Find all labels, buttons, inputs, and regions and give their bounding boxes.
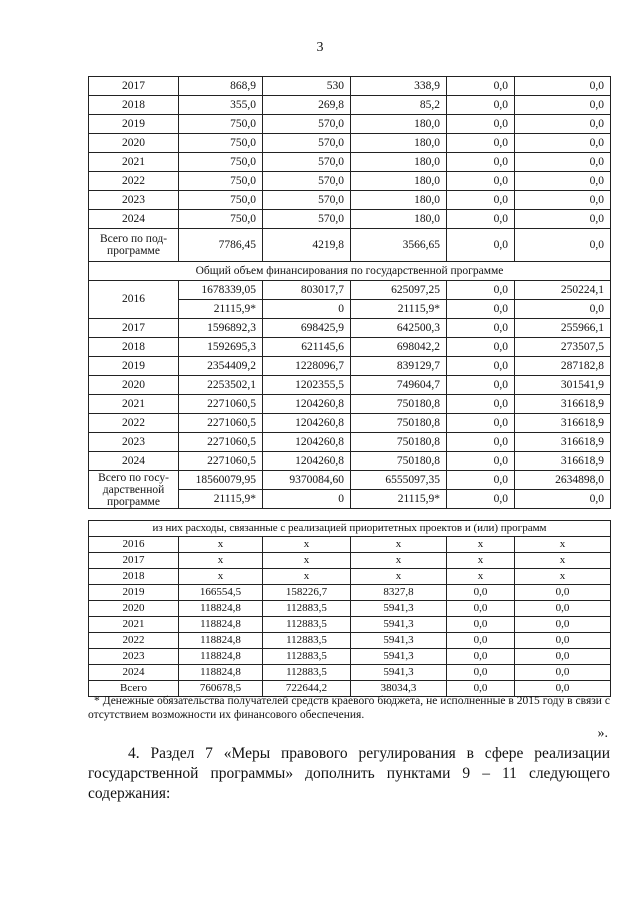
table-row (89, 665, 611, 681)
table-row (89, 134, 611, 153)
value-cell: х (263, 569, 351, 585)
value-cell: 269,8 (263, 96, 351, 115)
value-cell: 118824,8 (179, 617, 263, 633)
year-cell: 2024 (89, 452, 179, 471)
value-cell: 250224,1 (515, 281, 611, 300)
value-cell: 118824,8 (179, 649, 263, 665)
table-row (89, 585, 611, 601)
priority-projects-table (88, 520, 611, 697)
value-cell: 180,0 (351, 115, 447, 134)
value-cell: 5941,3 (351, 601, 447, 617)
value-cell: 118824,8 (179, 633, 263, 649)
year-cell: 2020 (89, 134, 179, 153)
value-cell: х (263, 553, 351, 569)
value-cell: 750180,8 (351, 414, 447, 433)
value-cell: 839129,7 (351, 357, 447, 376)
value-cell: 166554,5 (179, 585, 263, 601)
year-cell: 2023 (89, 191, 179, 210)
value-cell: 1202355,5 (263, 376, 351, 395)
section-title: из них расходы, связанные с реализацией приоритетных проектов и (или) программ (89, 521, 611, 537)
table-row (89, 553, 611, 569)
table-row (89, 191, 611, 210)
value-cell: 0,0 (447, 134, 515, 153)
value-cell: 749604,7 (351, 376, 447, 395)
value-cell: х (515, 569, 611, 585)
total-value: 0,0 (447, 471, 515, 490)
table-row (89, 96, 611, 115)
value-cell: 255966,1 (515, 319, 611, 338)
value-cell: 2271060,5 (179, 395, 263, 414)
value-cell: 760678,5 (179, 681, 263, 697)
total-value: 9370084,60 (263, 471, 351, 490)
value-cell: 0,0 (515, 96, 611, 115)
table-row (89, 395, 611, 414)
value-cell: 750180,8 (351, 433, 447, 452)
value-cell: 0,0 (515, 300, 611, 319)
value-cell: 0,0 (515, 649, 611, 665)
value-cell: 2271060,5 (179, 433, 263, 452)
value-cell: 21115,9* (179, 300, 263, 319)
value-cell: 316618,9 (515, 395, 611, 414)
value-cell: 0,0 (447, 376, 515, 395)
value-cell: х (351, 569, 447, 585)
value-cell: х (351, 537, 447, 553)
value-cell: 0,0 (447, 633, 515, 649)
value-cell: 570,0 (263, 210, 351, 229)
value-cell: 0,0 (447, 414, 515, 433)
total-value: 0,0 (447, 490, 515, 509)
value-cell: 1678339,05 (179, 281, 263, 300)
value-cell: 118824,8 (179, 601, 263, 617)
table-row (89, 537, 611, 553)
value-cell: 0,0 (515, 153, 611, 172)
value-cell: 118824,8 (179, 665, 263, 681)
value-cell: 0,0 (447, 191, 515, 210)
value-cell: 0,0 (447, 319, 515, 338)
value-cell: 0,0 (447, 433, 515, 452)
total-value: 21115,9* (351, 490, 447, 509)
value-cell: 698425,9 (263, 319, 351, 338)
year-cell: 2024 (89, 665, 179, 681)
year-cell: 2016 (89, 281, 179, 319)
value-cell: 2253502,1 (179, 376, 263, 395)
table-row (89, 601, 611, 617)
amendment-paragraph: 4. Раздел 7 «Меры правового регулирования в сфере реализации государственной программы» дополнить пунктами 9 – 11 следующего содержания: (88, 745, 610, 802)
year-cell: 2022 (89, 633, 179, 649)
value-cell: 316618,9 (515, 433, 611, 452)
page-number: 3 (316, 40, 324, 55)
value-cell: 0,0 (447, 617, 515, 633)
value-cell: х (263, 537, 351, 553)
value-cell: 0,0 (447, 210, 515, 229)
value-cell: 642500,3 (351, 319, 447, 338)
table-row (89, 77, 611, 96)
value-cell: х (179, 553, 263, 569)
table-row (89, 338, 611, 357)
total-value: 6555097,35 (351, 471, 447, 490)
year-cell: 2022 (89, 414, 179, 433)
value-cell: 0,0 (447, 665, 515, 681)
value-cell: 750,0 (179, 115, 263, 134)
value-cell: 570,0 (263, 191, 351, 210)
table-row (89, 376, 611, 395)
table-row (89, 172, 611, 191)
value-cell: 750,0 (179, 153, 263, 172)
value-cell: 316618,9 (515, 414, 611, 433)
value-cell: 570,0 (263, 153, 351, 172)
value-cell: 180,0 (351, 172, 447, 191)
value-cell: 301541,9 (515, 376, 611, 395)
year-cell: 2017 (89, 319, 179, 338)
section-title: Общий объем финансирования по государственной программе (89, 262, 611, 281)
value-cell: 8327,8 (351, 585, 447, 601)
value-cell: 750,0 (179, 172, 263, 191)
value-cell: 0 (263, 300, 351, 319)
value-cell: 570,0 (263, 134, 351, 153)
value-cell: 868,9 (179, 77, 263, 96)
year-cell: 2023 (89, 433, 179, 452)
value-cell: 0,0 (447, 452, 515, 471)
value-cell: 180,0 (351, 153, 447, 172)
value-cell: 0,0 (515, 172, 611, 191)
value-cell: 112883,5 (263, 633, 351, 649)
year-cell: 2024 (89, 210, 179, 229)
table-row (89, 319, 611, 338)
total-value: 0,0 (515, 490, 611, 509)
value-cell: 1228096,7 (263, 357, 351, 376)
total-value: 0 (263, 490, 351, 509)
value-cell: х (351, 553, 447, 569)
value-cell: 0,0 (515, 210, 611, 229)
year-cell: 2017 (89, 553, 179, 569)
value-cell: 38034,3 (351, 681, 447, 697)
table-row (89, 153, 611, 172)
value-cell: х (515, 537, 611, 553)
value-cell: 0,0 (515, 77, 611, 96)
subtotal-value: 4219,8 (263, 229, 351, 262)
year-cell: 2019 (89, 115, 179, 134)
footnote: * Денежные обязательства получателей средств краевого бюджета, не исполненные в 2015 году в связи с отсутствием возможности их финансового обеспечения. (88, 695, 610, 721)
table-row (89, 210, 611, 229)
value-cell: 112883,5 (263, 665, 351, 681)
subtotal-label: Всего по под-программе (89, 229, 179, 262)
program-total-label: Всего по госу-дарственной программе (89, 471, 179, 509)
section-title-row (89, 262, 611, 281)
value-cell: 1204260,8 (263, 414, 351, 433)
value-cell: 750180,8 (351, 395, 447, 414)
year-cell: 2018 (89, 96, 179, 115)
value-cell: х (447, 569, 515, 585)
year-cell: 2021 (89, 617, 179, 633)
value-cell: х (447, 537, 515, 553)
value-cell: х (179, 537, 263, 553)
value-cell: 0,0 (447, 77, 515, 96)
value-cell: 5941,3 (351, 617, 447, 633)
value-cell: 85,2 (351, 96, 447, 115)
value-cell: 0,0 (447, 300, 515, 319)
subtotal-value: 3566,65 (351, 229, 447, 262)
value-cell: 5941,3 (351, 633, 447, 649)
total-value: 21115,9* (179, 490, 263, 509)
value-cell: 0,0 (515, 134, 611, 153)
value-cell: 0,0 (515, 115, 611, 134)
value-cell: 698042,2 (351, 338, 447, 357)
year-cell: 2016 (89, 537, 179, 553)
year-cell: 2023 (89, 649, 179, 665)
value-cell: 625097,25 (351, 281, 447, 300)
value-cell: 1596892,3 (179, 319, 263, 338)
value-cell: 287182,8 (515, 357, 611, 376)
value-cell: 2271060,5 (179, 452, 263, 471)
value-cell: 722644,2 (263, 681, 351, 697)
value-cell: х (447, 553, 515, 569)
value-cell: 112883,5 (263, 617, 351, 633)
year-cell: 2019 (89, 585, 179, 601)
year-cell: Всего (89, 681, 179, 697)
value-cell: 21115,9* (351, 300, 447, 319)
value-cell: 355,0 (179, 96, 263, 115)
value-cell: 180,0 (351, 210, 447, 229)
value-cell: 0,0 (447, 395, 515, 414)
financing-table (88, 76, 611, 509)
year-cell: 2021 (89, 395, 179, 414)
value-cell: 0,0 (447, 601, 515, 617)
value-cell: 0,0 (447, 115, 515, 134)
year-cell: 2017 (89, 77, 179, 96)
year-cell: 2022 (89, 172, 179, 191)
value-cell: 0,0 (447, 281, 515, 300)
value-cell: 750,0 (179, 191, 263, 210)
program-total-row (89, 471, 611, 490)
value-cell: 180,0 (351, 134, 447, 153)
value-cell: 2271060,5 (179, 414, 263, 433)
closing-quote-mark: ». (597, 726, 608, 741)
year-cell: 2018 (89, 569, 179, 585)
value-cell: 0,0 (515, 617, 611, 633)
table-row (89, 357, 611, 376)
table-row (89, 617, 611, 633)
value-cell: 0,0 (515, 681, 611, 697)
value-cell: 0,0 (447, 172, 515, 191)
table-row (89, 281, 611, 300)
value-cell: 273507,5 (515, 338, 611, 357)
subtotal-value: 0,0 (447, 229, 515, 262)
table-row (89, 414, 611, 433)
year-cell: 2019 (89, 357, 179, 376)
value-cell: 1204260,8 (263, 452, 351, 471)
value-cell: 0,0 (447, 357, 515, 376)
value-cell: 0,0 (447, 649, 515, 665)
value-cell: 316618,9 (515, 452, 611, 471)
value-cell: х (179, 569, 263, 585)
table-row (89, 569, 611, 585)
value-cell: 2354409,2 (179, 357, 263, 376)
value-cell: х (515, 553, 611, 569)
value-cell: 0,0 (447, 153, 515, 172)
subtotal-value: 7786,45 (179, 229, 263, 262)
value-cell: 0,0 (515, 585, 611, 601)
value-cell: 1204260,8 (263, 433, 351, 452)
value-cell: 0,0 (515, 601, 611, 617)
value-cell: 1204260,8 (263, 395, 351, 414)
value-cell: 0,0 (447, 681, 515, 697)
year-cell: 2021 (89, 153, 179, 172)
total-value: 2634898,0 (515, 471, 611, 490)
value-cell: 5941,3 (351, 649, 447, 665)
value-cell: 530 (263, 77, 351, 96)
value-cell: 750180,8 (351, 452, 447, 471)
value-cell: 570,0 (263, 115, 351, 134)
value-cell: 0,0 (447, 96, 515, 115)
value-cell: 1592695,3 (179, 338, 263, 357)
year-cell: 2020 (89, 601, 179, 617)
year-cell: 2018 (89, 338, 179, 357)
table-row (89, 649, 611, 665)
value-cell: 0,0 (515, 633, 611, 649)
table-row (89, 633, 611, 649)
value-cell: 0,0 (515, 665, 611, 681)
subtotal-value: 0,0 (515, 229, 611, 262)
section-title-row (89, 521, 611, 537)
value-cell: 570,0 (263, 172, 351, 191)
total-value: 18560079,95 (179, 471, 263, 490)
table-row (89, 433, 611, 452)
table-row (89, 115, 611, 134)
value-cell: 803017,7 (263, 281, 351, 300)
value-cell: 0,0 (447, 585, 515, 601)
value-cell: 750,0 (179, 210, 263, 229)
value-cell: 750,0 (179, 134, 263, 153)
table-row (89, 452, 611, 471)
year-cell: 2020 (89, 376, 179, 395)
value-cell: 112883,5 (263, 649, 351, 665)
value-cell: 112883,5 (263, 601, 351, 617)
subtotal-row (89, 229, 611, 262)
value-cell: 0,0 (515, 191, 611, 210)
value-cell: 338,9 (351, 77, 447, 96)
value-cell: 180,0 (351, 191, 447, 210)
value-cell: 0,0 (447, 338, 515, 357)
value-cell: 158226,7 (263, 585, 351, 601)
value-cell: 621145,6 (263, 338, 351, 357)
value-cell: 5941,3 (351, 665, 447, 681)
